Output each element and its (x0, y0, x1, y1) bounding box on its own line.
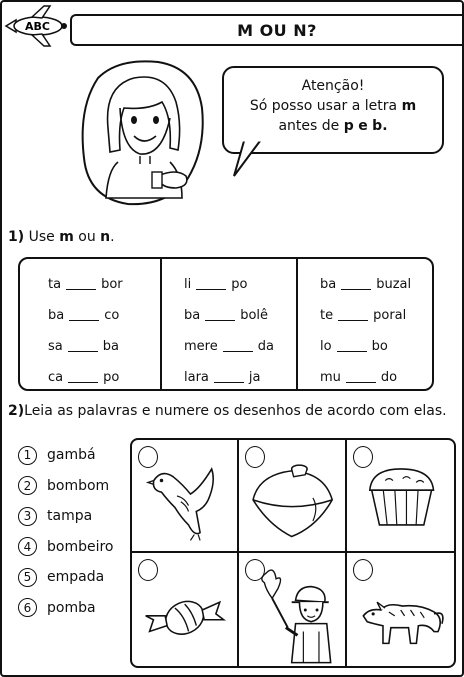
word-row (48, 300, 160, 331)
word-start: ba (48, 308, 65, 323)
word-end: bolê (240, 308, 269, 323)
svg-text:ABC: ABC (25, 20, 50, 33)
word-start: sa (48, 339, 63, 354)
word-row (184, 331, 296, 362)
picture-cell-skunk (347, 553, 454, 666)
list-item (18, 440, 114, 471)
list-item (18, 593, 114, 624)
word-end: bor (101, 277, 123, 292)
number-circle: 2 (18, 476, 37, 495)
pie-icon (347, 440, 454, 551)
word-row (48, 331, 160, 362)
exercise-1-instruction (8, 229, 115, 245)
word-row (184, 362, 296, 393)
word-end: da (257, 339, 274, 354)
word-start: li (184, 277, 192, 292)
fill-blank[interactable] (223, 342, 253, 352)
fill-blank[interactable] (66, 280, 96, 290)
word-start: ta (48, 277, 62, 292)
number-circle: 4 (18, 537, 37, 556)
fill-blank[interactable] (68, 342, 98, 352)
exercise-1-text: Use (28, 229, 55, 245)
title-banner (70, 14, 462, 46)
word-start: te (320, 308, 334, 323)
exercise-2-text: Leia as palavras e numere os desenhos de acordo com elas. (24, 403, 447, 419)
exercise-1-table (18, 257, 434, 391)
speech-line-2-text: Só posso usar a letra (249, 98, 398, 114)
word-row (48, 269, 160, 300)
fill-blank[interactable] (338, 311, 368, 321)
letter-and: e (358, 118, 368, 134)
word-label: bombeiro (47, 538, 114, 555)
speech-line-3-text: antes de (278, 118, 340, 134)
fill-blank[interactable] (346, 373, 376, 383)
word-label: pomba (47, 599, 96, 616)
word-end: poral (373, 308, 407, 323)
speech-line-2 (224, 96, 442, 116)
exercise-1-dot: . (110, 229, 115, 245)
word-start: lara (184, 370, 209, 385)
exercise-1-number: 1) (8, 229, 25, 245)
number-circle: 1 (18, 446, 37, 465)
exercise-2-instruction (8, 403, 447, 419)
exercise-1-n: n (100, 229, 111, 245)
word-end: buzal (376, 277, 412, 292)
exercise-1-column-1 (20, 259, 162, 389)
speech-line-3 (224, 116, 442, 136)
word-label: gambá (47, 447, 96, 464)
list-item (18, 501, 114, 532)
word-row (320, 269, 432, 300)
word-end: co (104, 308, 120, 323)
word-start: ba (184, 308, 201, 323)
word-row (48, 362, 160, 393)
letter-b: b. (372, 118, 388, 134)
letter-m: m (401, 98, 417, 114)
word-end: do (380, 370, 398, 385)
number-circle: 3 (18, 507, 37, 526)
skunk-icon (347, 553, 454, 666)
word-row (320, 362, 432, 393)
number-circle: 5 (18, 568, 37, 587)
candy-icon (132, 553, 237, 666)
picture-cell-pie (347, 440, 454, 553)
word-label: tampa (47, 508, 93, 525)
page-title: M OU N? (237, 20, 317, 40)
exercise-1-column-3 (298, 259, 432, 389)
list-item (18, 562, 114, 593)
picture-cell-firefighter (239, 553, 346, 666)
word-row (184, 300, 296, 331)
fill-blank[interactable] (341, 280, 371, 290)
picture-cell-dove (132, 440, 239, 553)
teacher-girl-illustration (78, 58, 206, 208)
exercise-1-ou: ou (78, 229, 96, 245)
lid-icon (239, 440, 344, 551)
speech-line-1: Atenção! (301, 78, 365, 94)
word-end: ja (248, 370, 261, 385)
speech-tail (230, 140, 270, 180)
word-end: ba (102, 339, 119, 354)
fill-blank[interactable] (214, 373, 244, 383)
exercise-1-m: m (59, 229, 74, 245)
word-start: mere (184, 339, 218, 354)
word-list (18, 440, 114, 623)
word-end: po (231, 277, 248, 292)
word-start: lo (320, 339, 332, 354)
firefighter-icon (239, 553, 344, 666)
word-label: empada (47, 569, 105, 586)
exercise-2-number: 2) (8, 403, 25, 419)
word-label: bombom (47, 477, 110, 494)
list-item (18, 532, 114, 563)
picture-cell-lid (239, 440, 346, 553)
fill-blank[interactable] (196, 280, 226, 290)
word-end: po (103, 370, 120, 385)
exercise-1-column-2 (162, 259, 298, 389)
word-start: ba (320, 277, 337, 292)
abc-airplane-logo (2, 2, 72, 48)
fill-blank[interactable] (68, 373, 98, 383)
fill-blank[interactable] (337, 342, 367, 352)
word-row (320, 331, 432, 362)
word-row (184, 269, 296, 300)
word-end: bo (371, 339, 388, 354)
fill-blank[interactable] (69, 311, 99, 321)
number-circle: 6 (18, 598, 37, 617)
word-row (320, 300, 432, 331)
dove-icon (132, 440, 237, 551)
word-start: ca (48, 370, 64, 385)
letter-p: p (343, 118, 354, 134)
list-item (18, 471, 114, 502)
picture-grid (130, 438, 456, 668)
fill-blank[interactable] (205, 311, 235, 321)
word-start: mu (320, 370, 341, 385)
picture-cell-candy (132, 553, 239, 666)
